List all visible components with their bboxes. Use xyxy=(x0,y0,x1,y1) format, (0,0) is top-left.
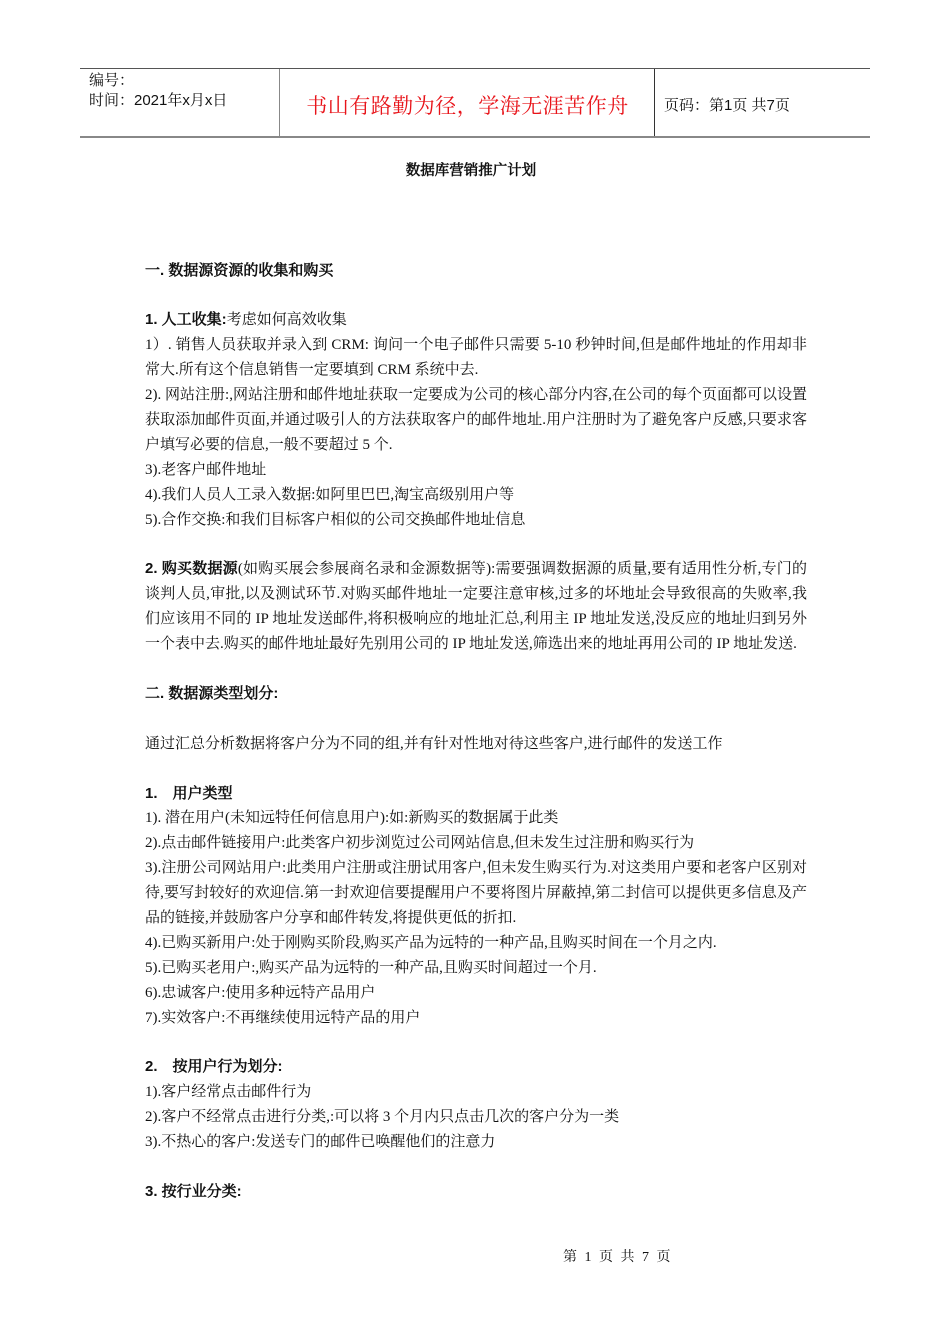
page-footer: 第 1 页 共 7 页 xyxy=(563,1250,673,1265)
document-body xyxy=(145,159,807,1205)
behavior-heading: 2. 按用户行为划分: xyxy=(145,1058,283,1076)
manual-label: 1. 人工收集: xyxy=(145,311,227,329)
list-item: 2).点击邮件链接用户:此类客户初步浏览过公司网站信息,但未发生过注册和购买行为 xyxy=(145,835,695,852)
section2-heading: 二. 数据源类型划分: xyxy=(145,684,279,702)
list-item: 6).忠诚客户:使用多种远特产品用户 xyxy=(145,984,376,1001)
section1-heading: 一. 数据源资源的收集和购买 xyxy=(145,261,334,279)
list-item: 3).不热心的客户:发送专门的邮件已唤醒他们的注意力 xyxy=(145,1134,496,1151)
section2-intro: 通过汇总分析数据将客户分为不同的组,并有针对性地对待这些客户,进行邮件的发送工作 xyxy=(145,735,723,752)
document-title: 数据库营销推广计划 xyxy=(405,163,537,179)
header-page-info: 页码：第1页 共7页 xyxy=(664,96,790,114)
list-item: 4).已购买新用户:处于刚购买阶段,购买产品为远特的一种产品,且购买时间在一个月之内. xyxy=(145,934,717,951)
header-meta xyxy=(80,69,280,136)
user-types-heading: 1. 用户类型 xyxy=(145,784,233,802)
list-item: 5).已购买老用户:,购买产品为远特的一种产品,且购买时间超过一个月. xyxy=(145,959,597,976)
industry-heading: 3. 按行业分类: xyxy=(145,1183,242,1200)
purchase-desc: (如购买展会参展商名录和金源数据等):需要强调数据源的质量,要有适用性分析,专门的谈判人员,审批,以及测试环节.对购买邮件地址一定要注意审核,过多的坏地址会导致很高的失败率,我们应该用不同的 IP 地址发送邮件,将积极响应的地址汇总,利用主 IP 地址发送,没反应的地址归到另外一个表中去.购买的邮件地址最好先别用公司的 IP 地址发送,筛选出来的地址再用公司的 IP 地址发送. xyxy=(145,561,807,653)
list-item: 7).实效客户:不再继续使用远特产品的用户 xyxy=(145,1009,421,1026)
purchase-label: 2. 购买数据源 xyxy=(145,560,238,578)
list-item: 2).客户不经常点击进行分类,:可以将 3 个月内只点击几次的客户分为一类 xyxy=(145,1109,620,1126)
page-header xyxy=(80,68,870,138)
date-label: 时间：2021年x月x日 xyxy=(89,92,228,109)
list-item: 3).注册公司网站用户:此类用户注册或注册试用客户,但未发生购买行为.对这类用户要和老客户区别对待,要写封较好的欢迎信.第一封欢迎信要提醒用户不要将图片屏蔽掉,第二封信可以提供更多信息及产品的链接,并鼓励客户分享和邮件转发,将提供更低的折扣. xyxy=(145,860,807,927)
list-item: 3).老客户邮件地址 xyxy=(145,461,267,478)
list-item: 1）. 销售人员获取并录入到 CRM: 询问一个电子邮件只需要 5-10 秒钟时间,但是邮件地址的作用却非常大.所有这个信息销售一定要填到 CRM 系统中去. xyxy=(145,337,807,379)
manual-desc: 考虑如何高效收集 xyxy=(226,312,347,329)
header-motto: 书山有路勤为径，学海无涯苦作舟 xyxy=(281,69,655,136)
list-item: 1). 潜在用户(未知远特任何信息用户):如:新购买的数据属于此类 xyxy=(145,810,559,827)
list-item: 2). 网站注册:,网站注册和邮件地址获取一定要成为公司的核心部分内容,在公司的每个页面都可以设置获取添加邮件页面,并通过吸引人的方法获取客户的邮件地址.用户注册时为了避免客户反感,只要求客户填写必要的信息,一般不要超过 5 个. xyxy=(145,387,807,453)
purchase-paragraph xyxy=(145,557,807,657)
list-item: 5).合作交换:和我们目标客户相似的公司交换邮件地址信息 xyxy=(145,511,526,528)
list-item: 4).我们人员人工录入数据:如阿里巴巴,淘宝高级别用户等 xyxy=(145,486,515,503)
manual-collection-paragraph xyxy=(145,308,807,333)
list-item: 1).客户经常点击邮件行为 xyxy=(145,1084,312,1101)
number-label: 编号： xyxy=(89,72,135,89)
